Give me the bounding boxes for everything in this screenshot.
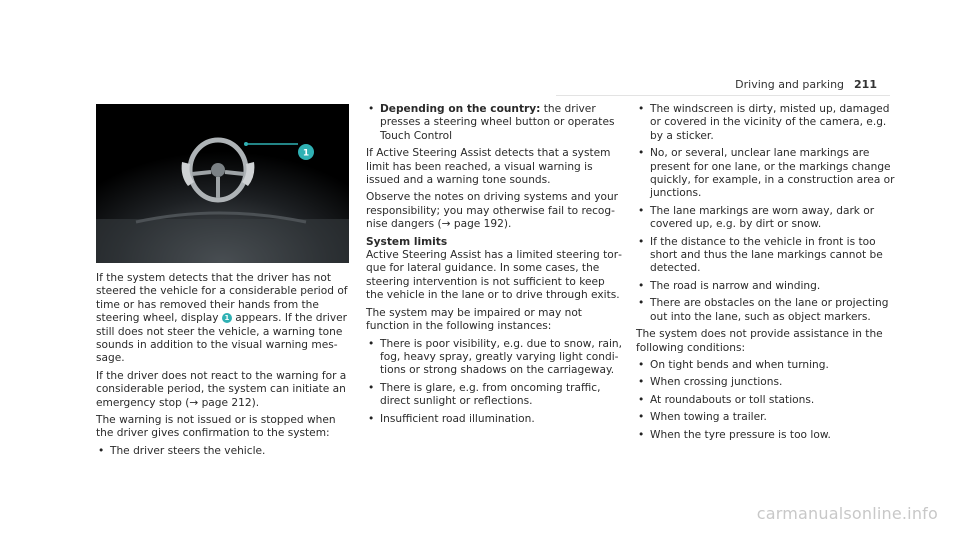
list-item: • At roundabouts or toll stations. <box>636 394 898 407</box>
bullet-list <box>366 338 624 426</box>
list-item: • Depending on the country: the driver presses a steering wheel button or operates Touch Control <box>366 103 624 143</box>
paragraph: If Active Steering Assist detects that a system limit has been reached, a visual warning is issued and a warning tone sounds. <box>366 147 611 187</box>
section-title: Driving and parking <box>735 78 845 91</box>
column-3 <box>636 103 898 446</box>
list-item: • There is glare, e.g. from oncoming traffic, direct sunlight or reflections. <box>366 382 624 409</box>
column-1 <box>96 272 352 462</box>
list-item: • The lane markings are worn away, dark or covered up, e.g. by dirt or snow. <box>636 205 898 232</box>
page-number: 211 <box>854 78 877 91</box>
illustration-svg <box>96 104 349 263</box>
paragraph: Active Steering Assist has a limited steering torque for lateral guidance. In some cases, the steering intervention is not sufficient to keep the vehicle in the lane or to drive through exits. <box>366 249 622 302</box>
list-item: • There are obstacles on the lane or projecting out into the lane, such as object markers. <box>636 297 898 324</box>
paragraph: If the driver does not react to the warning for a considerable period, the system can initiate an emergency stop (→ page 212). <box>96 369 347 409</box>
paragraph: Observe the notes on driving systems and your responsibility; you may otherwise fail to recognise dangers (→ page 192). <box>366 191 619 231</box>
page-header <box>735 78 877 91</box>
list-item: • There is poor visibility, e.g. due to snow, rain, fog, heavy spray, greatly varying light conditions or strong shadows on the carriageway. <box>366 338 624 378</box>
list-item: • If the distance to the vehicle in front is too short and thus the lane markings cannot be detected. <box>636 236 898 276</box>
paragraph: The system does not provide assistance in the following conditions: <box>636 328 883 354</box>
list-item: • The windscreen is dirty, misted up, damaged or covered in the vicinity of the camera, e.g. by a sticker. <box>636 103 898 143</box>
paragraph: If the system detects that the driver has not steered the vehicle for a considerable period of time or has removed their hands from the steering wheel, display 1 appears. If the driver still does not steer the vehicle, a warning tone sounds in addition to the visual warning message. <box>96 272 348 365</box>
paragraph: The warning is not issued or is stopped when the driver gives confirmation to the system: <box>96 414 336 440</box>
list-item: • Insufficient road illumination. <box>366 413 624 426</box>
column-2 <box>366 103 624 430</box>
bullet-list <box>366 103 624 143</box>
list-item: • The driver steers the vehicle. <box>96 445 352 458</box>
watermark: carmanualsonline.info <box>756 504 938 523</box>
list-item: • On tight bends and when turning. <box>636 359 898 372</box>
display-1-badge: 1 <box>222 313 232 323</box>
list-item: • The road is narrow and winding. <box>636 280 898 293</box>
paragraph: The system may be impaired or may not function in the following instances: <box>366 306 582 333</box>
callout-number: 1 <box>302 148 310 159</box>
list-item: • When the tyre pressure is too low. <box>636 429 898 442</box>
bullet-list <box>636 103 898 324</box>
steering-warning-illustration <box>96 104 349 263</box>
bullet-list <box>96 445 352 458</box>
list-item: • No, or several, unclear lane markings are present for one lane, or the markings change quickly, for example, in a construction area or junctions. <box>636 147 898 201</box>
bullet-list <box>636 359 898 442</box>
list-item: • When crossing junctions. <box>636 376 898 389</box>
section-heading: System limits <box>366 235 448 248</box>
list-item: • When towing a trailer. <box>636 411 898 424</box>
header-divider <box>556 95 890 96</box>
